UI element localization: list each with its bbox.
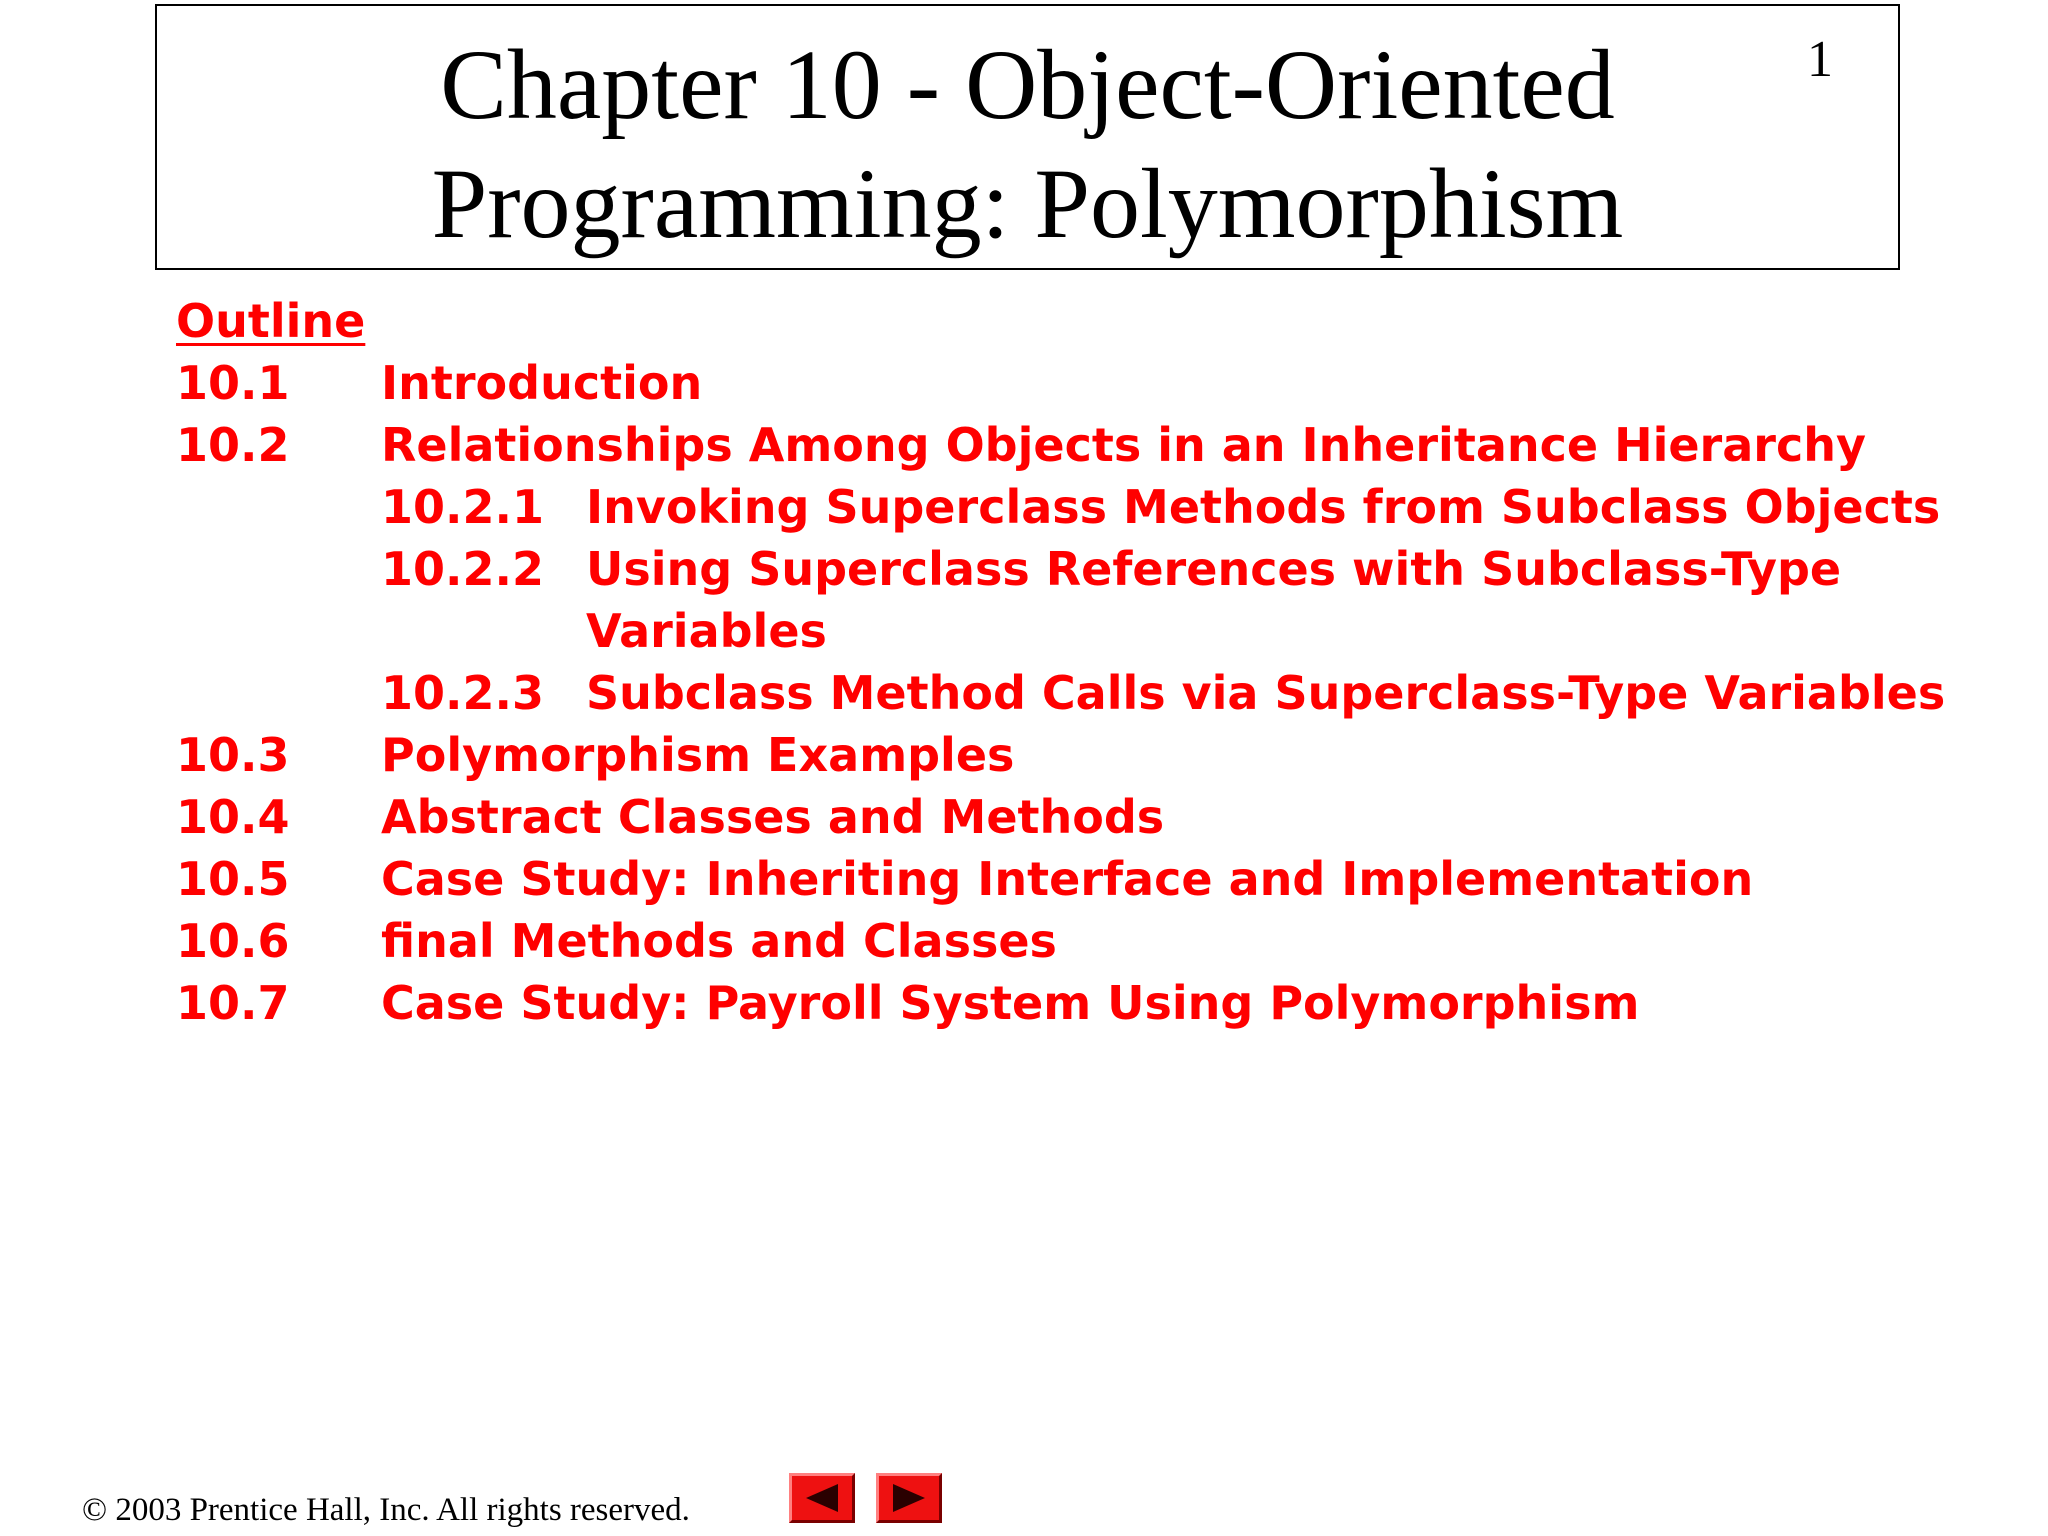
- item-number: 10.2: [176, 418, 290, 472]
- item-label: Invoking Superclass Methods from Subclass Objects: [586, 480, 1941, 534]
- item-label: Case Study: Inheriting Interface and Implementation: [381, 852, 1754, 906]
- outline-item-10-2-2: [176, 538, 2016, 600]
- right-triangle-icon: [879, 1476, 939, 1520]
- outline-item-10-2-1: [176, 476, 2016, 538]
- outline-item-10-7: [176, 972, 2016, 1034]
- page-number: 1: [1807, 31, 1833, 88]
- item-label: final Methods and Classes: [381, 914, 1057, 968]
- item-label: Subclass Method Calls via Superclass-Type Variables: [586, 666, 1946, 720]
- outline: [176, 290, 2016, 1034]
- next-slide-button[interactable]: [876, 1473, 942, 1523]
- outline-item-10-3: [176, 724, 2016, 786]
- item-label: Case Study: Payroll System Using Polymorphism: [381, 976, 1640, 1030]
- left-triangle-icon: [792, 1476, 852, 1520]
- item-number: 10.2.1: [381, 480, 544, 534]
- item-label: Abstract Classes and Methods: [381, 790, 1165, 844]
- outline-item-10-1: [176, 352, 2016, 414]
- item-number: 10.1: [176, 356, 290, 410]
- copyright-notice: © 2003 Prentice Hall, Inc. All rights reserved.: [82, 1492, 690, 1528]
- outline-item-10-2: [176, 414, 2016, 476]
- item-number: 10.4: [176, 790, 290, 844]
- outline-item-10-6: [176, 910, 2016, 972]
- outline-heading: Outline: [176, 294, 366, 348]
- item-label: Using Superclass References with Subclass-Type: [586, 542, 1842, 596]
- item-number: 10.5: [176, 852, 290, 906]
- previous-slide-button[interactable]: [789, 1473, 855, 1523]
- item-label: Variables: [586, 604, 827, 658]
- item-label: Relationships Among Objects in an Inheritance Hierarchy: [381, 418, 1866, 472]
- outline-item-10-4: [176, 786, 2016, 848]
- item-number: 10.7: [176, 976, 290, 1030]
- outline-item-10-2-2-continued: [176, 600, 2016, 662]
- slide-title-line-1: Chapter 10 - Object-Oriented: [440, 29, 1615, 140]
- item-number: 10.3: [176, 728, 290, 782]
- item-label: Introduction: [381, 356, 703, 410]
- item-number: 10.2.2: [381, 542, 544, 596]
- item-number: 10.2.3: [381, 666, 544, 720]
- item-number: 10.6: [176, 914, 290, 968]
- outline-item-10-5: [176, 848, 2016, 910]
- item-label: Polymorphism Examples: [381, 728, 1015, 782]
- outline-item-10-2-3: [176, 662, 2016, 724]
- slide-title-line-2: Programming: Polymorphism: [431, 148, 1624, 259]
- title-box: [155, 4, 1900, 270]
